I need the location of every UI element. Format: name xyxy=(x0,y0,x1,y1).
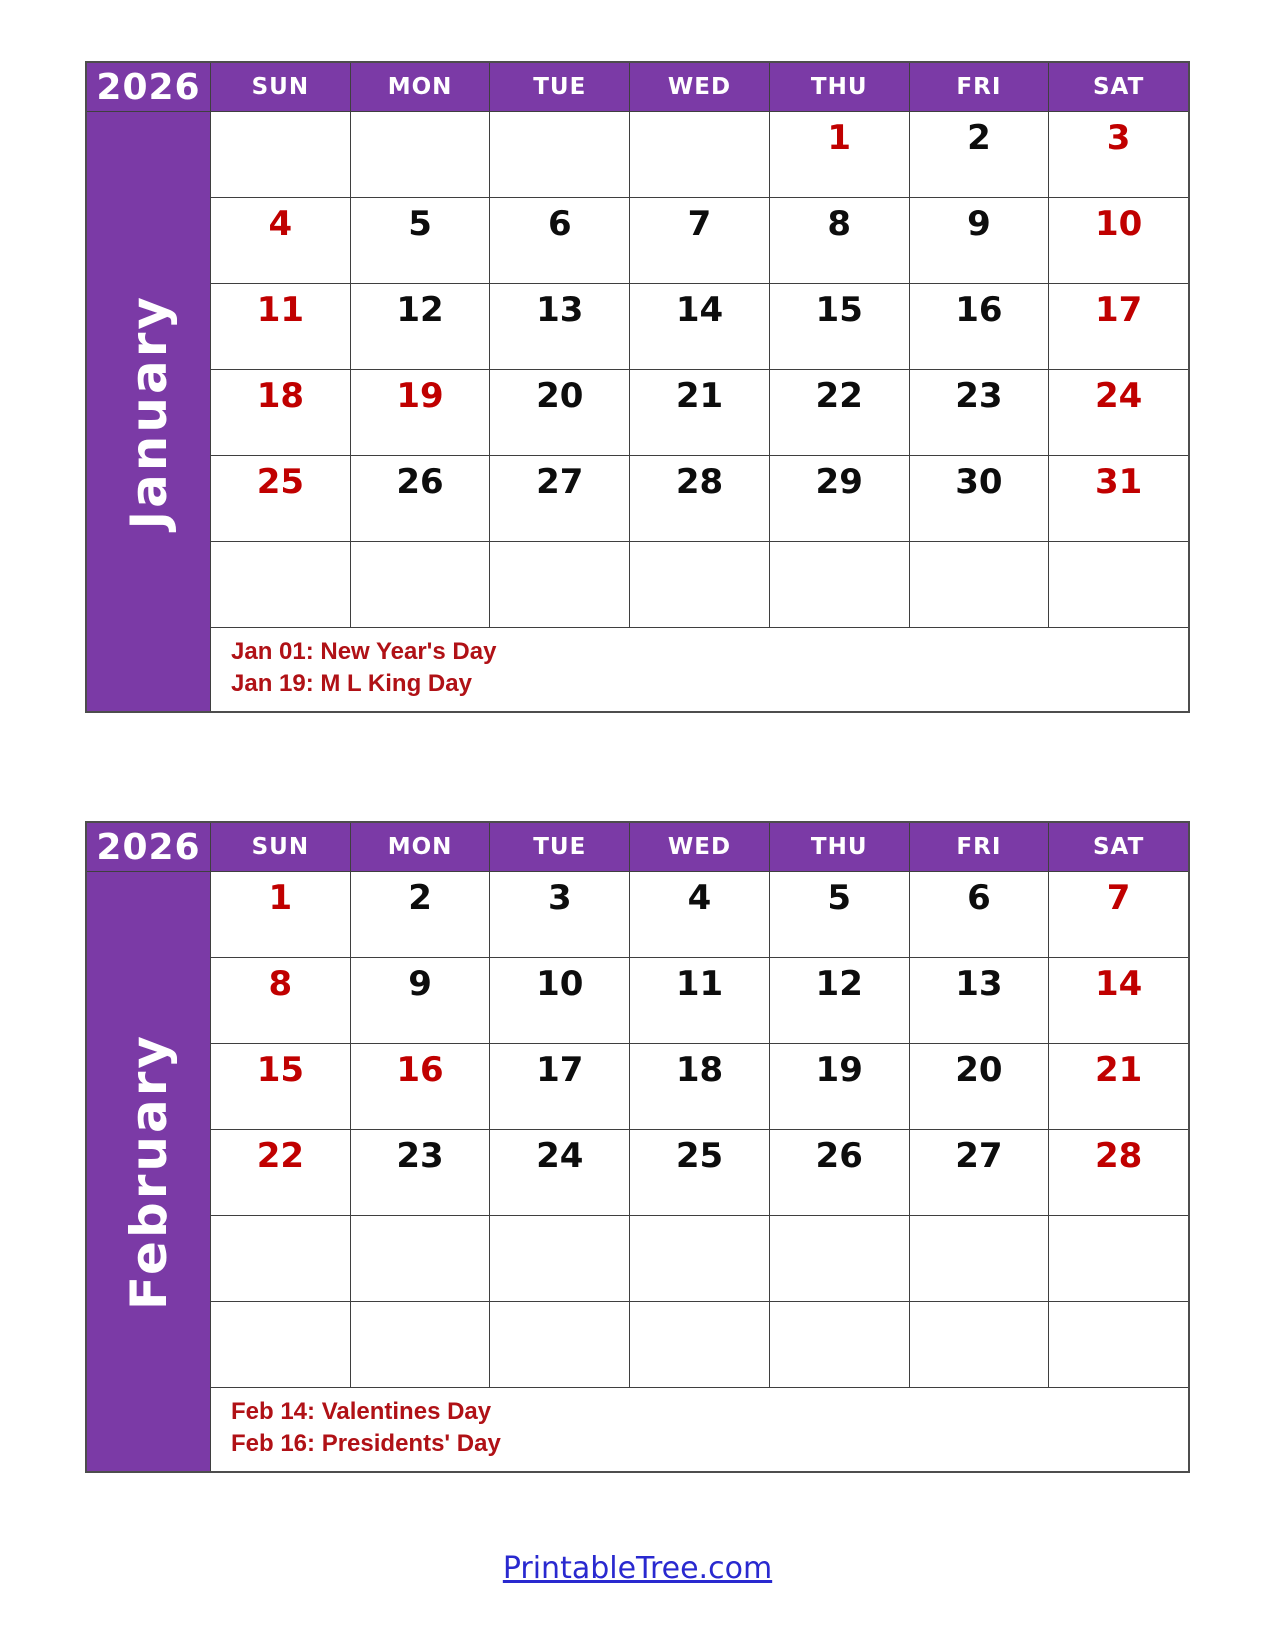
date-cell-31: 31 xyxy=(1048,455,1188,541)
date-cell-10: 10 xyxy=(1048,197,1188,283)
date-cell-20: 20 xyxy=(909,1043,1049,1129)
year-label: 2026 xyxy=(87,63,210,111)
month-label: February xyxy=(119,1032,178,1311)
weekday-header-mon: MON xyxy=(350,63,490,111)
date-cell-7: 7 xyxy=(1048,871,1188,957)
date-cell-28: 28 xyxy=(629,455,769,541)
date-cell-25: 25 xyxy=(629,1129,769,1215)
date-cell-16: 16 xyxy=(909,283,1049,369)
empty-cell xyxy=(210,541,350,627)
empty-cell xyxy=(629,111,769,197)
holiday-notes xyxy=(210,627,1188,711)
weekday-header-mon: MON xyxy=(350,823,490,871)
date-cell-11: 11 xyxy=(210,283,350,369)
holiday-note: Feb 16: Presidents' Day xyxy=(231,1429,501,1457)
empty-cell xyxy=(1048,541,1188,627)
date-cell-11: 11 xyxy=(629,957,769,1043)
empty-cell xyxy=(769,1215,909,1301)
date-cell-13: 13 xyxy=(489,283,629,369)
empty-cell xyxy=(769,541,909,627)
weekday-header-tue: TUE xyxy=(489,63,629,111)
date-cell-7: 7 xyxy=(629,197,769,283)
holiday-note: Jan 19: M L King Day xyxy=(231,669,472,697)
date-cell-14: 14 xyxy=(1048,957,1188,1043)
empty-cell xyxy=(210,111,350,197)
date-cell-28: 28 xyxy=(1048,1129,1188,1215)
date-cell-2: 2 xyxy=(350,871,490,957)
footer-link[interactable]: PrintableTree.com xyxy=(502,1551,773,1586)
date-cell-14: 14 xyxy=(629,283,769,369)
weekday-header-wed: WED xyxy=(629,63,769,111)
empty-cell xyxy=(769,1301,909,1387)
calendar-february xyxy=(85,821,1190,1473)
date-cell-21: 21 xyxy=(1048,1043,1188,1129)
date-cell-3: 3 xyxy=(489,871,629,957)
date-cell-12: 12 xyxy=(350,283,490,369)
empty-cell xyxy=(210,1301,350,1387)
date-cell-22: 22 xyxy=(769,369,909,455)
empty-cell xyxy=(629,1301,769,1387)
date-cell-24: 24 xyxy=(489,1129,629,1215)
date-cell-16: 16 xyxy=(350,1043,490,1129)
empty-cell xyxy=(350,111,490,197)
date-cell-15: 15 xyxy=(210,1043,350,1129)
month-sidebar xyxy=(87,871,210,1471)
weekday-header-fri: FRI xyxy=(909,63,1049,111)
weekday-header-wed: WED xyxy=(629,823,769,871)
empty-cell xyxy=(489,541,629,627)
empty-cell xyxy=(489,111,629,197)
weekday-header-fri: FRI xyxy=(909,823,1049,871)
empty-cell xyxy=(629,1215,769,1301)
weekday-header-sat: SAT xyxy=(1048,823,1188,871)
calendar-january xyxy=(85,61,1190,713)
date-cell-27: 27 xyxy=(489,455,629,541)
date-cell-26: 26 xyxy=(769,1129,909,1215)
empty-cell xyxy=(210,1215,350,1301)
date-cell-19: 19 xyxy=(769,1043,909,1129)
holiday-note: Jan 01: New Year's Day xyxy=(231,638,497,665)
weekday-header-sun: SUN xyxy=(210,63,350,111)
date-cell-17: 17 xyxy=(1048,283,1188,369)
empty-cell xyxy=(909,541,1049,627)
date-cell-3: 3 xyxy=(1048,111,1188,197)
date-cell-29: 29 xyxy=(769,455,909,541)
empty-cell xyxy=(350,541,490,627)
empty-cell xyxy=(489,1215,629,1301)
date-cell-4: 4 xyxy=(629,871,769,957)
date-cell-6: 6 xyxy=(909,871,1049,957)
date-cell-23: 23 xyxy=(350,1129,490,1215)
weekday-header-thu: THU xyxy=(769,823,909,871)
date-cell-1: 1 xyxy=(210,871,350,957)
empty-cell xyxy=(1048,1215,1188,1301)
date-cell-5: 5 xyxy=(350,197,490,283)
date-cell-18: 18 xyxy=(210,369,350,455)
date-cell-21: 21 xyxy=(629,369,769,455)
date-cell-2: 2 xyxy=(909,111,1049,197)
date-cell-12: 12 xyxy=(769,957,909,1043)
date-cell-26: 26 xyxy=(350,455,490,541)
holiday-note: Feb 14: Valentines Day xyxy=(231,1398,492,1425)
date-cell-20: 20 xyxy=(489,369,629,455)
empty-cell xyxy=(629,541,769,627)
empty-cell xyxy=(909,1215,1049,1301)
date-cell-17: 17 xyxy=(489,1043,629,1129)
footer xyxy=(0,1551,1275,1586)
month-sidebar xyxy=(87,111,210,711)
date-cell-8: 8 xyxy=(210,957,350,1043)
date-cell-25: 25 xyxy=(210,455,350,541)
date-cell-1: 1 xyxy=(769,111,909,197)
empty-cell xyxy=(489,1301,629,1387)
date-cell-13: 13 xyxy=(909,957,1049,1043)
date-cell-23: 23 xyxy=(909,369,1049,455)
holiday-notes xyxy=(210,1387,1188,1471)
empty-cell xyxy=(1048,1301,1188,1387)
date-cell-22: 22 xyxy=(210,1129,350,1215)
year-label: 2026 xyxy=(87,823,210,871)
weekday-header-sun: SUN xyxy=(210,823,350,871)
date-cell-6: 6 xyxy=(489,197,629,283)
date-cell-27: 27 xyxy=(909,1129,1049,1215)
date-cell-4: 4 xyxy=(210,197,350,283)
weekday-header-tue: TUE xyxy=(489,823,629,871)
date-cell-19: 19 xyxy=(350,369,490,455)
weekday-header-sat: SAT xyxy=(1048,63,1188,111)
empty-cell xyxy=(909,1301,1049,1387)
month-label: January xyxy=(119,293,178,530)
date-cell-10: 10 xyxy=(489,957,629,1043)
empty-cell xyxy=(350,1301,490,1387)
date-cell-9: 9 xyxy=(909,197,1049,283)
weekday-header-thu: THU xyxy=(769,63,909,111)
date-cell-15: 15 xyxy=(769,283,909,369)
date-cell-9: 9 xyxy=(350,957,490,1043)
date-cell-24: 24 xyxy=(1048,369,1188,455)
date-cell-30: 30 xyxy=(909,455,1049,541)
empty-cell xyxy=(350,1215,490,1301)
date-cell-8: 8 xyxy=(769,197,909,283)
date-cell-18: 18 xyxy=(629,1043,769,1129)
date-cell-5: 5 xyxy=(769,871,909,957)
